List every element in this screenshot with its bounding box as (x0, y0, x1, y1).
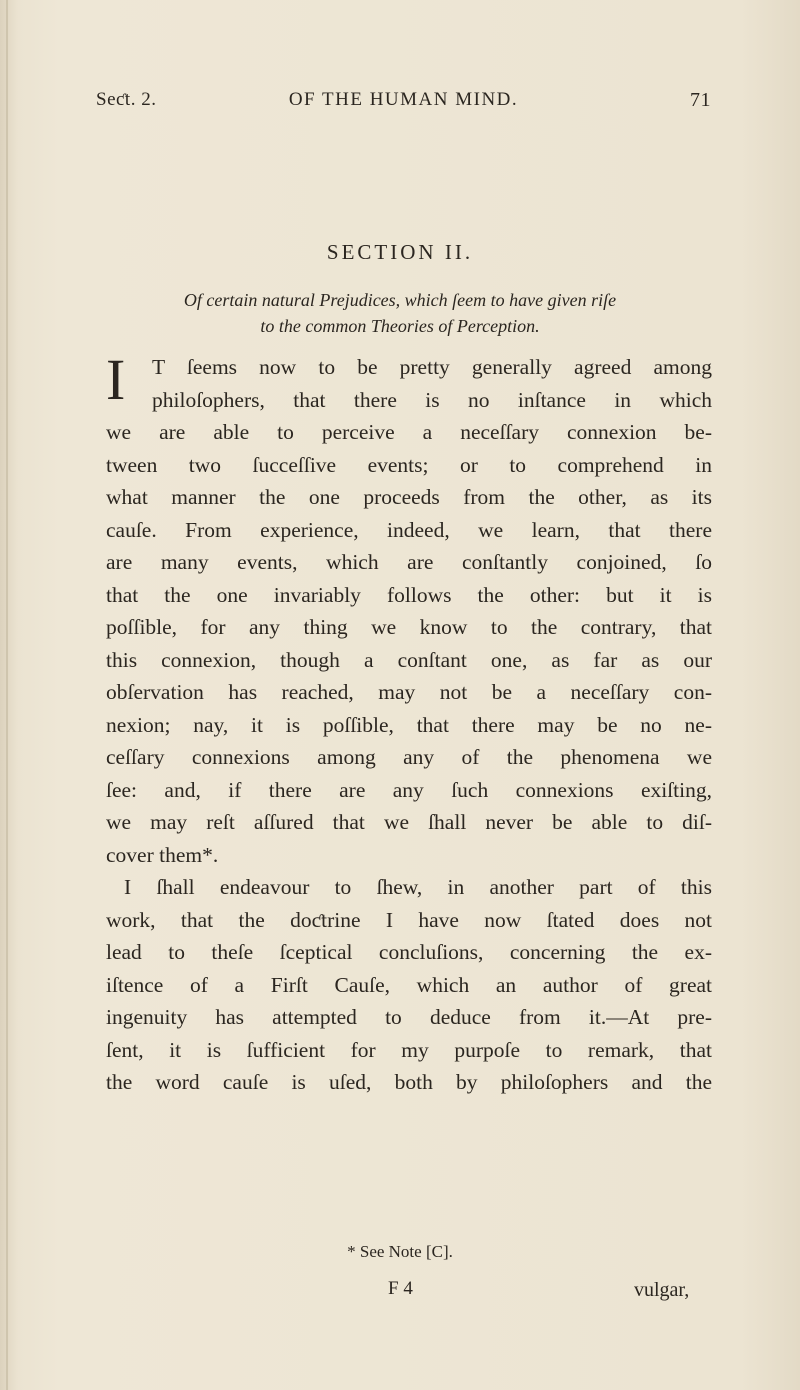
text-line: philoſophers, that there is no inſtance in which (152, 387, 712, 412)
text-line: work, that the doƈtrine I have now ſtated does not (106, 907, 712, 932)
section-subtitle (60, 287, 740, 339)
text-line: tween two ſucceſſive events; or to comprehend in (106, 452, 712, 477)
text-line: lead to theſe ſceptical concluſions, concerning the ex- (106, 940, 712, 964)
running-title: OF THE HUMAN MIND. (288, 89, 519, 110)
text-line: the word cauſe is uſed, both by philoſophers and the (106, 1070, 712, 1094)
text-line: what manner the one proceeds from the other, as its (106, 485, 712, 509)
text-line: nexion; nay, it is poſſible, that there may be no ne- (106, 712, 712, 737)
section-reference: Seƈt. 2. (96, 89, 157, 110)
text-line: T ſeems now to be pretty generally agreed among (152, 355, 712, 379)
text-line: ſent, it is ſufficient for my purpoſe to remark, that (106, 1037, 712, 1062)
signature-mark: F 4 (388, 1278, 413, 1299)
text-line: cover them*. (106, 842, 219, 867)
text-line: ingenuity has attempted to deduce from it.—At pre- (106, 1005, 712, 1029)
subtitle-line-2: to the common Theories of Perception. (260, 316, 540, 336)
subtitle-line-1: Of certain natural Prejudices, which ſeem to have given riſe (183, 290, 617, 310)
text-line: poſſible, for any thing we know to the contrary, that (106, 615, 712, 639)
footnote: * See Note [C]. (347, 1242, 453, 1261)
text-line: are many events, which are conſtantly conjoined, ſo (106, 550, 712, 574)
text-line: ſee: and, if there are any ſuch connexions exiſting, (106, 777, 712, 802)
section-title: SECTION II. (326, 240, 474, 264)
text-line: this connexion, though a conſtant one, as far as our (106, 647, 712, 672)
text-line: we are able to perceive a neceſſary connexion be- (106, 420, 712, 444)
body-text (106, 347, 712, 1099)
text-line: ceſſary connexions among any of the phenomena we (106, 745, 712, 769)
text-line: I ſhall endeavour to ſhew, in another part of this (124, 875, 712, 899)
text-line: obſervation has reached, may not be a neceſſary con- (106, 680, 712, 704)
text-line: iſtence of a Firſt Cauſe, which an author of great (106, 972, 712, 997)
text-line: that the one invariably follows the other: but it is (106, 582, 712, 607)
drop-cap: I (106, 347, 126, 412)
text-line: cauſe. From experience, indeed, we learn, that there (106, 517, 712, 542)
text-line: we may reſt aſſured that we ſhall never be able to diſ- (106, 810, 712, 834)
page-gutter (6, 0, 8, 1390)
running-header (96, 89, 711, 117)
page-number: 71 (690, 89, 711, 111)
catchword: vulgar, (634, 1279, 690, 1301)
